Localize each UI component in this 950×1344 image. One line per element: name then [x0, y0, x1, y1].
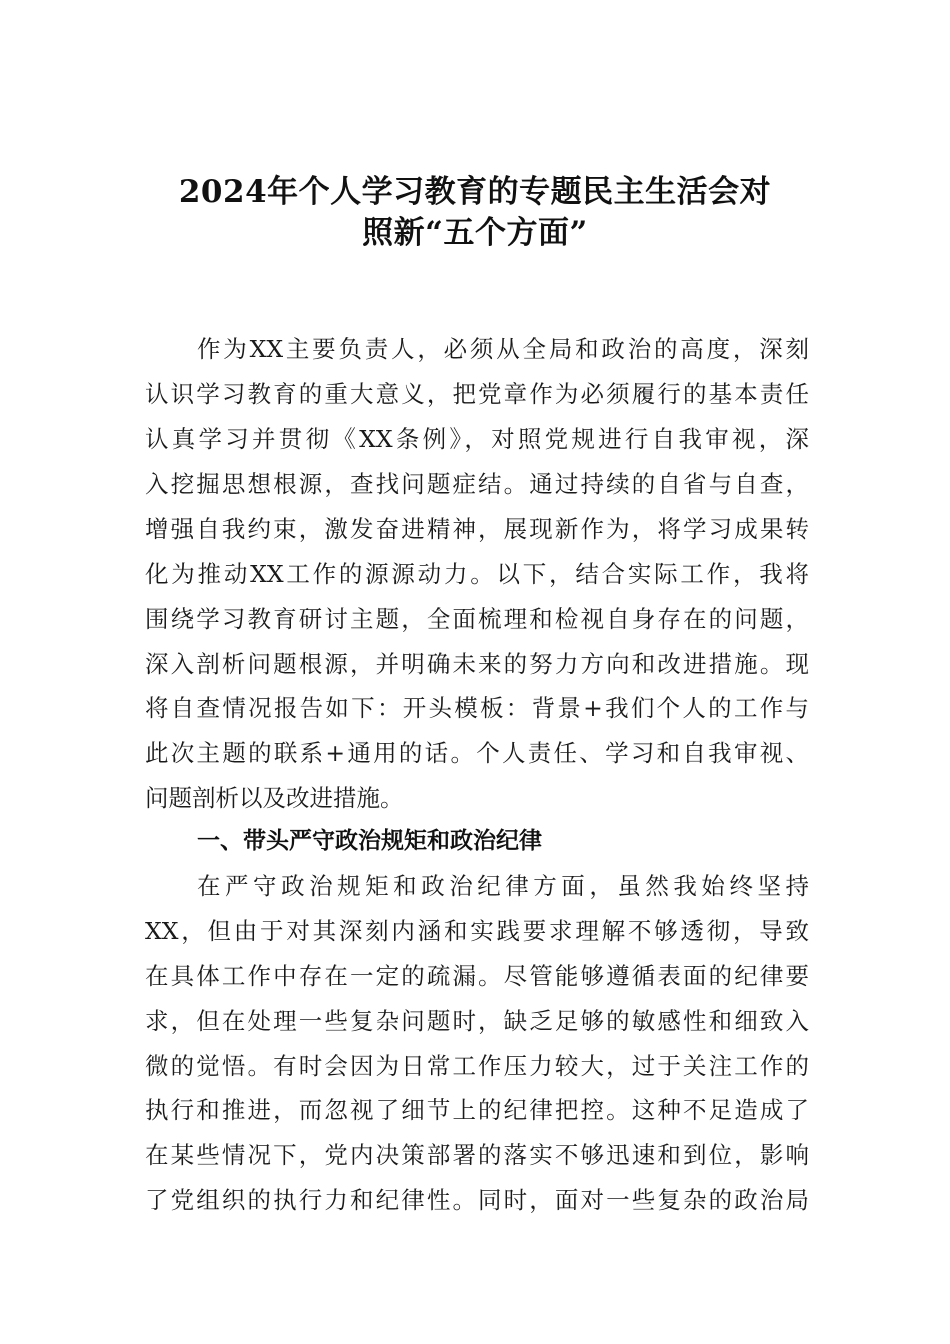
section-line: 了党组织的执行力和纪律性。同时，面对一些复杂的政治局: [145, 1186, 809, 1214]
section-line: 求，但在处理一些复杂问题时，缺乏足够的敏感性和细致入: [145, 1007, 809, 1035]
intro-line: 入挖掘思想根源，查找问题症结。通过持续的自省与自查，: [145, 470, 809, 498]
document-title-line-1: 2024年个人学习教育的专题民主生活会对: [178, 174, 772, 210]
intro-line: 将自查情况报告如下：开头模板：背景+我们个人的工作与: [145, 694, 809, 722]
section-line: XX，但由于对其深刻内涵和实践要求理解不够透彻，导致: [145, 917, 809, 945]
section-line: 执行和推进，而忽视了细节上的纪律把控。这种不足造成了: [145, 1096, 809, 1124]
intro-line: 深入剖析问题根源，并明确未来的努力方向和改进措施。现: [145, 650, 809, 678]
section-line: 在严守政治规矩和政治纪律方面，虽然我始终坚持: [197, 872, 809, 900]
intro-line: 认识学习教育的重大意义，把党章作为必须履行的基本责任: [145, 380, 809, 408]
intro-line: 围绕学习教育研讨主题，全面梳理和检视自身存在的问题，: [145, 605, 809, 633]
section-line: 在具体工作中存在一定的疏漏。尽管能够遵循表面的纪律要: [145, 962, 809, 990]
document-title-line-2: 照新“五个方面”: [362, 215, 588, 251]
section-heading: 一、带头严守政治规矩和政治纪律: [197, 828, 542, 854]
intro-line: 化为推动XX工作的源源动力。以下，结合实际工作，我将: [145, 560, 809, 588]
intro-line: 认真学习并贯彻《XX条例》，对照党规进行自我审视，深: [145, 425, 809, 453]
intro-line: 增强自我约束，激发奋进精神，展现新作为，将学习成果转: [145, 515, 809, 543]
intro-line: 作为XX主要负责人，必须从全局和政治的高度，深刻: [197, 335, 809, 363]
intro-line: 此次主题的联系+通用的话。个人责任、学习和自我审视、: [145, 739, 809, 767]
section-line: 微的觉悟。有时会因为日常工作压力较大，过于关注工作的: [145, 1052, 809, 1080]
section-line: 在某些情况下，党内决策部署的落实不够迅速和到位，影响: [145, 1141, 809, 1169]
intro-line: 问题剖析以及改进措施。: [145, 784, 404, 812]
